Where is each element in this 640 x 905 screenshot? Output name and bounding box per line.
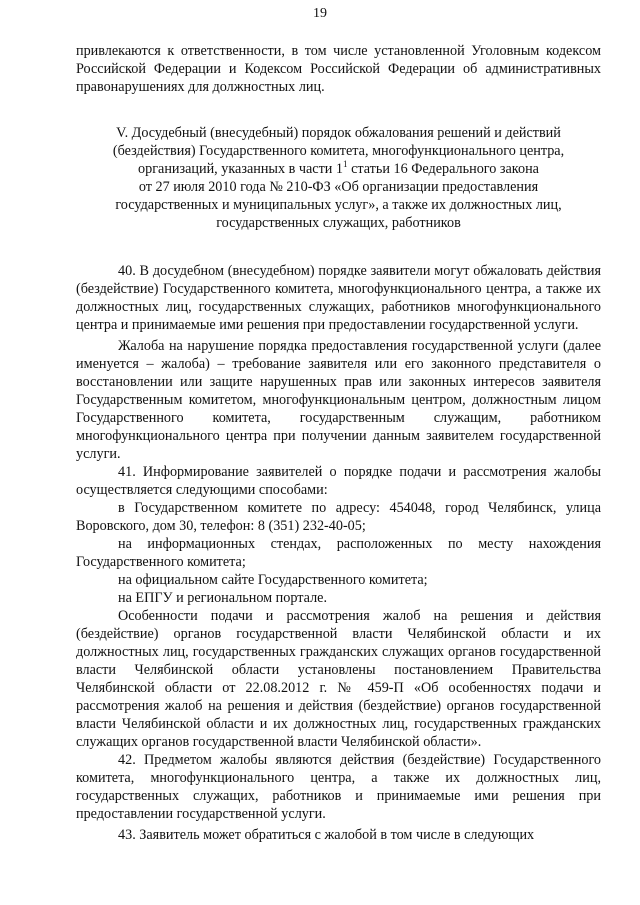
paragraph-42: 42. Предметом жалобы являются действия (бездействие) Государственного комитета, многофункционального центра, а также их должностных лиц, государственных служащих, работников и принимаемые ими решения при предоставлении государственной услуги. — [76, 752, 601, 822]
page-number: 19 — [313, 6, 327, 21]
section-heading — [76, 124, 601, 232]
paragraph-features: Особенности подачи и рассмотрения жалоб на решения и действия (бездействие) органов государственной власти Челябинской области и их должностных лиц, государственных гражданских служащих органов государственной власти Челябинской области установлены постановлением Правительства Челябинской области от 22.08.2012 г. № 459-П «Об особенностях подачи и рассмотрения жалоб на решения и действия (бездействие) органов государственной власти Челябинской области и их должностных лиц, государственных гражданских служащих органов государственной власти Челябинской области». — [76, 608, 601, 750]
paragraph-43: 43. Заявитель может обратиться с жалобой в том числе в следующих — [118, 827, 535, 843]
heading-line-3-start: организаций, указанных в части 1 — [138, 161, 344, 177]
heading-line-3-end: статьи 16 Федерального закона — [347, 161, 539, 177]
paragraph-41-portal: на ЕПГУ и региональном портале. — [118, 590, 327, 606]
paragraph-40: 40. В досудебном (внесудебном) порядке заявители могут обжаловать действия (бездействие) Государственного комитета, многофункционального центра, а также их должностных лиц, государственных служащих, работников многофункционального центра и принимаемые ими решения при предоставлении государственной услуги. — [76, 263, 601, 333]
heading-line-2: (бездействия) Государственного комитета, многофункционального центра, — [112, 143, 565, 159]
heading-line-6: государственных служащих, работников — [216, 215, 461, 231]
paragraph-41-stands: на информационных стендах, расположенных по месту нахождения Государственного комитета; — [76, 536, 601, 570]
paragraph-41-address: в Государственном комитете по адресу: 454048, город Челябинск, улица Воровского, дом 30, телефон: 8 (351) 232-40-05; — [76, 500, 601, 534]
paragraph-41: 41. Информирование заявителей о порядке подачи и рассмотрения жалобы осуществляется следующими способами: — [76, 464, 601, 498]
paragraph-complaint-definition: Жалоба на нарушение порядка предоставления государственной услуги (далее именуется – жалоба) – требование заявителя или его законного представителя о восстановлении или защите нарушенных прав или законных интересов заявителя Государственным комитетом, многофункциональным центром, должностным лицом Государственного комитета, государственным служащим, работником многофункционального центра при получении данным заявителем государственной услуги. — [76, 338, 601, 462]
intro-paragraph: привлекаются к ответственности, в том числе установленной Уголовным кодексом Российской Федерации и Кодексом Российской Федерации об административных правонарушениях для должностных лиц. — [76, 43, 601, 95]
paragraph-41-site: на официальном сайте Государственного комитета; — [118, 572, 428, 588]
heading-superscript: 1 — [343, 159, 348, 169]
heading-line-5: государственных и муниципальных услуг», а также их должностных лиц, — [115, 197, 562, 213]
heading-line-4: от 27 июля 2010 года № 210-ФЗ «Об организации предоставления — [138, 179, 539, 195]
document-body — [76, 42, 601, 844]
heading-line-1: V. Досудебный (внесудебный) порядок обжалования решений и действий — [116, 125, 561, 141]
heading-line-3 — [76, 160, 601, 178]
